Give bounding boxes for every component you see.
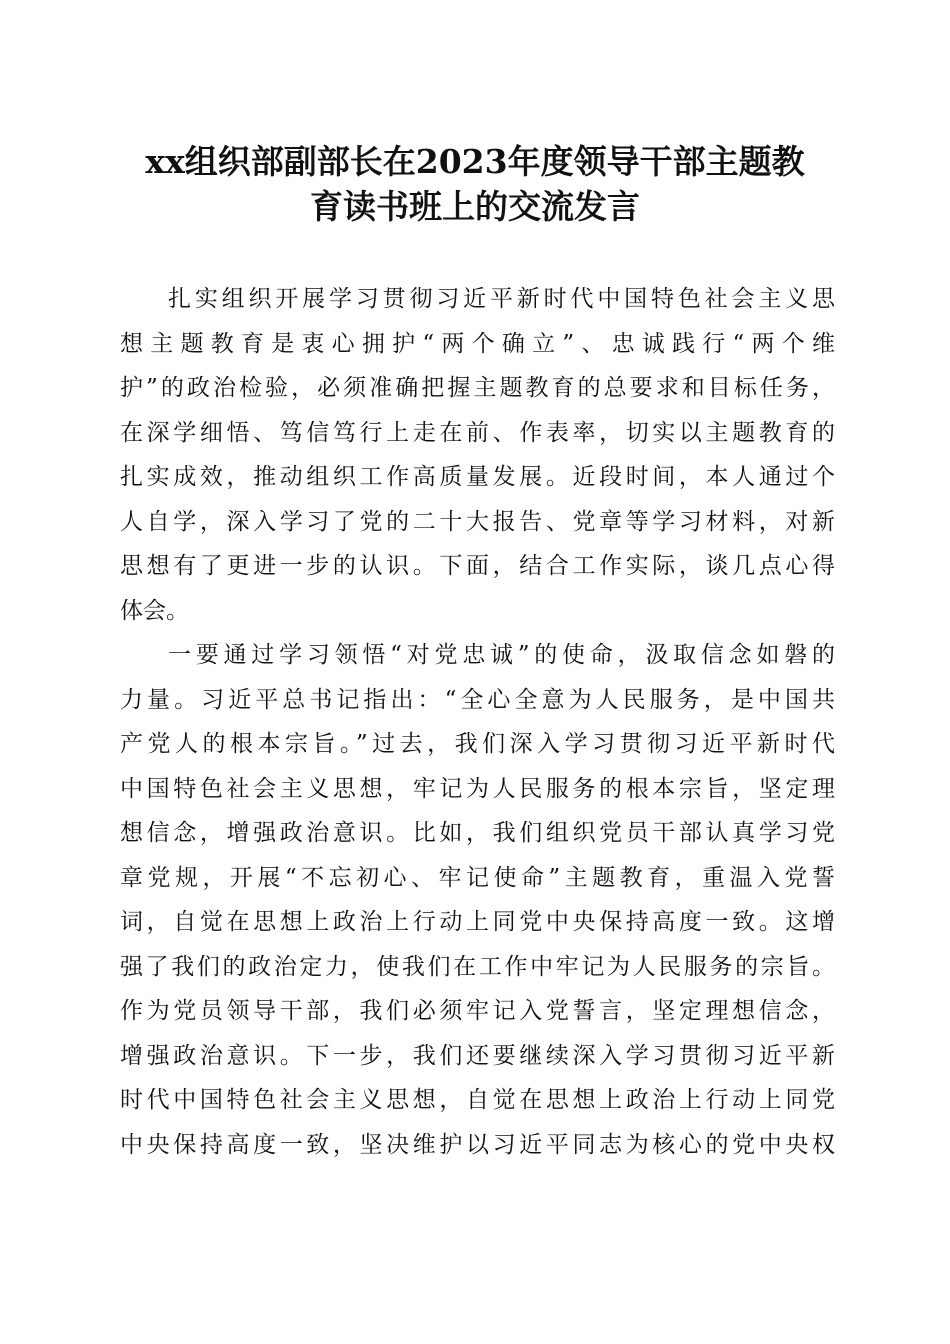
paragraph-2-line: 强了我们的政治定力，使我们在工作中牢记为人民服务的宗旨。 [120,953,835,980]
paragraph-1-line: 想主题教育是衷心拥护“两个确立”、忠诚践行“两个维 [120,330,835,357]
paragraph-2-line: 产党人的根本宗旨。”过去，我们深入学习贯彻习近平新时代 [120,731,835,757]
paragraph-2-line: 章党规，开展“不忘初心、牢记使命”主题教育，重温入党誓 [120,864,835,891]
paragraph-2-line: 想信念，增强政治意识。比如，我们组织党员干部认真学习党 [120,820,835,846]
paragraph-2-line: 中央保持高度一致，坚决维护以习近平同志为核心的党中央权 [120,1131,835,1158]
paragraph-2-line: 时代中国特色社会主义思想，自觉在思想上政治上行动上同党 [120,1087,835,1113]
paragraph-2-line: 中国特色社会主义思想，牢记为人民服务的根本宗旨，坚定理 [120,775,835,802]
paragraph-2-line: 作为党员领导干部，我们必须牢记入党誓言，坚定理想信念， [120,998,835,1024]
paragraph-1-line: 护”的政治检验，必须准确把握主题教育的总要求和目标任务， [120,375,835,401]
paragraph-1-line: 在深学细悟、笃信笃行上走在前、作表率，切实以主题教育的 [120,419,835,446]
paragraph-2-line: 增强政治意识。下一步，我们还要继续深入学习贯彻习近平新 [120,1042,835,1069]
paragraph-1-line: 扎实成效，推动组织工作高质量发展。近段时间，本人通过个 [120,464,835,490]
paragraph-2-line: 一要通过学习领悟“对党忠诚”的使命，汲取信念如磐的 [168,642,835,668]
document-title-line-1: xx组织部副部长在2023年度领导干部主题教 [145,142,805,181]
paragraph-2-line: 力量。习近平总书记指出：“全心全意为人民服务，是中国共 [120,686,835,713]
paragraph-1-line: 思想有了更进一步的认识。下面，结合工作实际，谈几点心得 [120,553,835,579]
paragraph-2-line: 词，自觉在思想上政治上行动上同党中央保持高度一致。这增 [120,909,835,935]
paragraph-1-line: 体会。 [120,597,189,624]
document-title-line-2: 育读书班上的交流发言 [310,187,640,226]
paragraph-1-line: 人自学，深入学习了党的二十大报告、党章等学习材料，对新 [120,508,835,535]
paragraph-1-line: 扎实组织开展学习贯彻习近平新时代中国特色社会主义思 [168,286,835,312]
